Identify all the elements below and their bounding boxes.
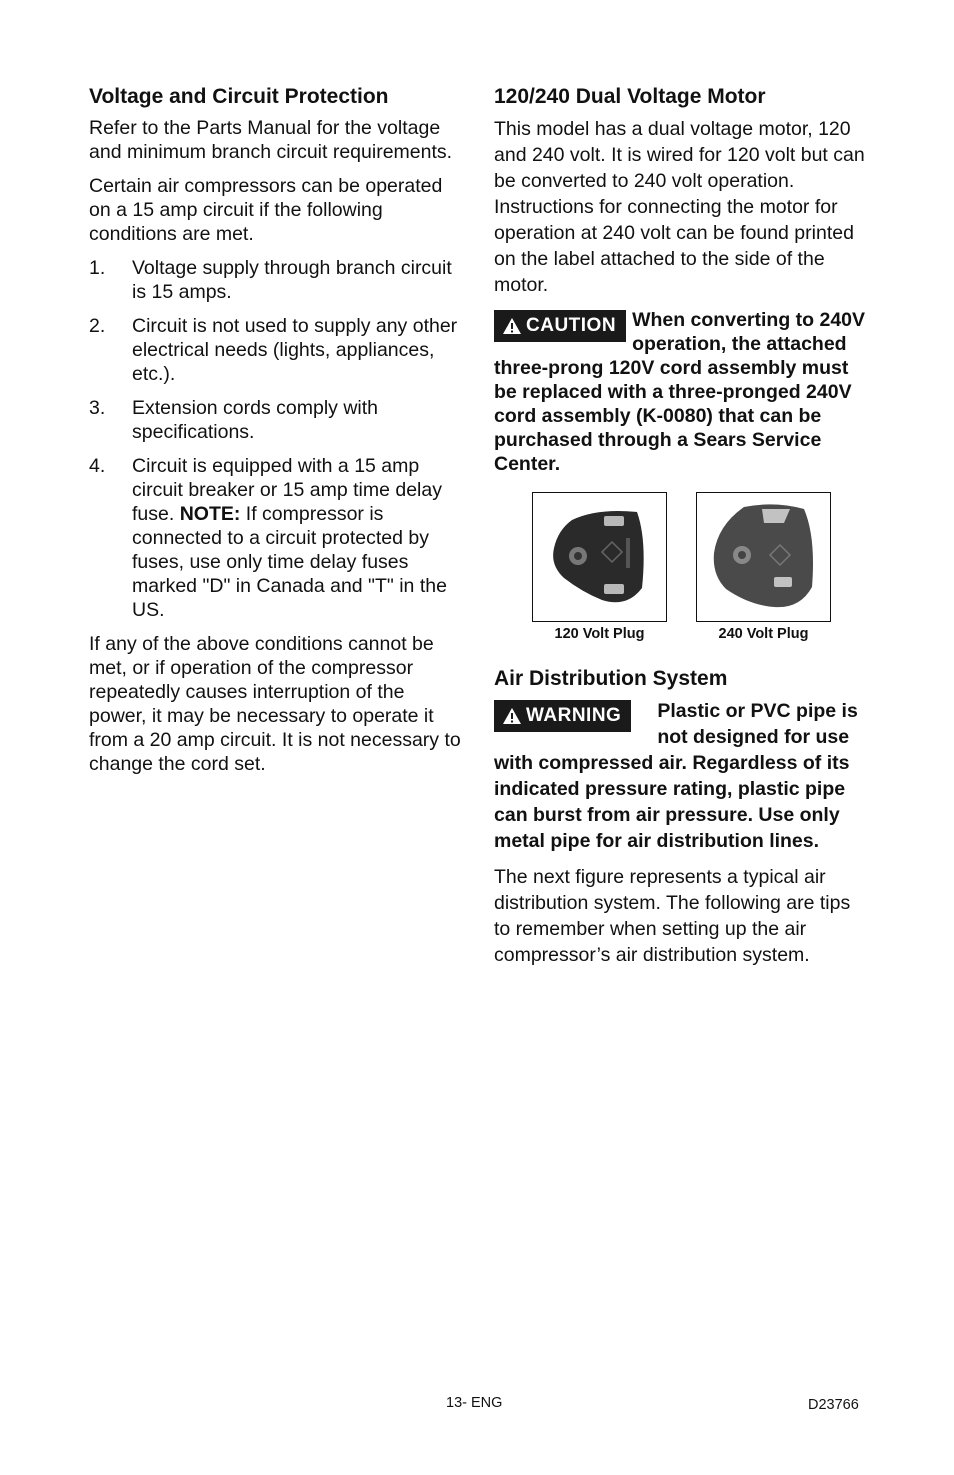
list-text: Circuit is not used to supply any other electrical needs (lights, appliances, etc.). xyxy=(132,315,458,385)
plug-120v-image xyxy=(542,500,657,615)
document-code: D23766 xyxy=(808,1397,859,1413)
list-number: 4. xyxy=(89,455,106,477)
warning-label: WARNING xyxy=(526,705,622,726)
list-item xyxy=(89,454,461,622)
left-column xyxy=(89,84,461,786)
list-text-part: If compressor is connected to a circuit protected by fuses, use only time delay fuses marked "D" in Canada and "T" in the US. xyxy=(132,503,447,621)
warning-triangle-icon xyxy=(502,707,522,725)
list-text-part: Circuit is equipped with a 15 amp circuit breaker or 15 amp time delay fuse. xyxy=(132,455,442,525)
warning-badge xyxy=(494,700,631,732)
figure-caption: 120 Volt Plug xyxy=(554,626,645,642)
right-column xyxy=(494,84,866,978)
list-number: 1. xyxy=(89,257,106,279)
warning-block xyxy=(494,698,866,854)
plug-image-frame xyxy=(532,492,667,622)
caution-label: CAUTION xyxy=(526,315,617,336)
paragraph: The next figure represents a typical air distribution system. The following are tips to remember when setting up the air compressor’s air distribution system. xyxy=(494,866,851,966)
figure-120v-plug xyxy=(532,492,667,642)
figure-240v-plug xyxy=(696,492,831,642)
plug-image-frame xyxy=(696,492,831,622)
list-number: 2. xyxy=(89,315,106,337)
caution-block xyxy=(494,308,866,476)
paragraph: Refer to the Parts Manual for the voltage and minimum branch circuit requirements. xyxy=(89,117,453,163)
list-text xyxy=(132,454,461,622)
paragraph: Certain air compressors can be operated on a 15 amp circuit if the following conditions are met. xyxy=(89,175,443,245)
section-heading-dual-voltage: 120/240 Dual Voltage Motor xyxy=(494,85,766,108)
warning-triangle-icon xyxy=(502,317,522,335)
caution-badge xyxy=(494,310,626,342)
paragraph: If any of the above conditions cannot be met, or if operation of the compressor repeatedly causes interruption of the power, it may be necessary to operate it from a 20 amp circuit. It is not necessary to change the cord set. xyxy=(89,633,461,775)
list-item xyxy=(89,314,461,386)
list-text: Extension cords comply with specifications. xyxy=(132,397,379,443)
note-label: NOTE: xyxy=(179,503,241,525)
warning-text: Plastic or PVC pipe is not designed for use with compressed air. Regardless of its indicated pressure rating, plastic pipe can burst from air pressure. Use only metal pipe for air distribution lines. xyxy=(494,700,858,852)
plug-figures xyxy=(494,492,866,652)
list-item xyxy=(89,396,461,444)
page-number: 13- ENG xyxy=(446,1395,503,1411)
plug-240v-image xyxy=(704,497,824,617)
caution-text: When converting to 240V operation, the attached three-prong 120V cord assembly must be replaced with a three-pronged 240V cord assembly (K-0080) that can be purchased through a Sears Service Center. xyxy=(494,309,866,475)
list-item xyxy=(89,256,461,304)
figure-caption: 240 Volt Plug xyxy=(718,626,809,642)
section-heading-voltage: Voltage and Circuit Protection xyxy=(89,85,389,108)
conditions-list xyxy=(89,256,461,622)
paragraph: This model has a dual voltage motor, 120 and 240 volt. It is wired for 120 volt but can be converted to 240 volt operation. Instructions for connecting the motor for operation at 240 volt can be found printed on the label attached to the side of the motor. xyxy=(494,118,865,296)
section-heading-air-distribution: Air Distribution System xyxy=(494,667,728,690)
list-number: 3. xyxy=(89,397,106,419)
list-text: Voltage supply through branch circuit is 15 amps. xyxy=(132,257,452,303)
